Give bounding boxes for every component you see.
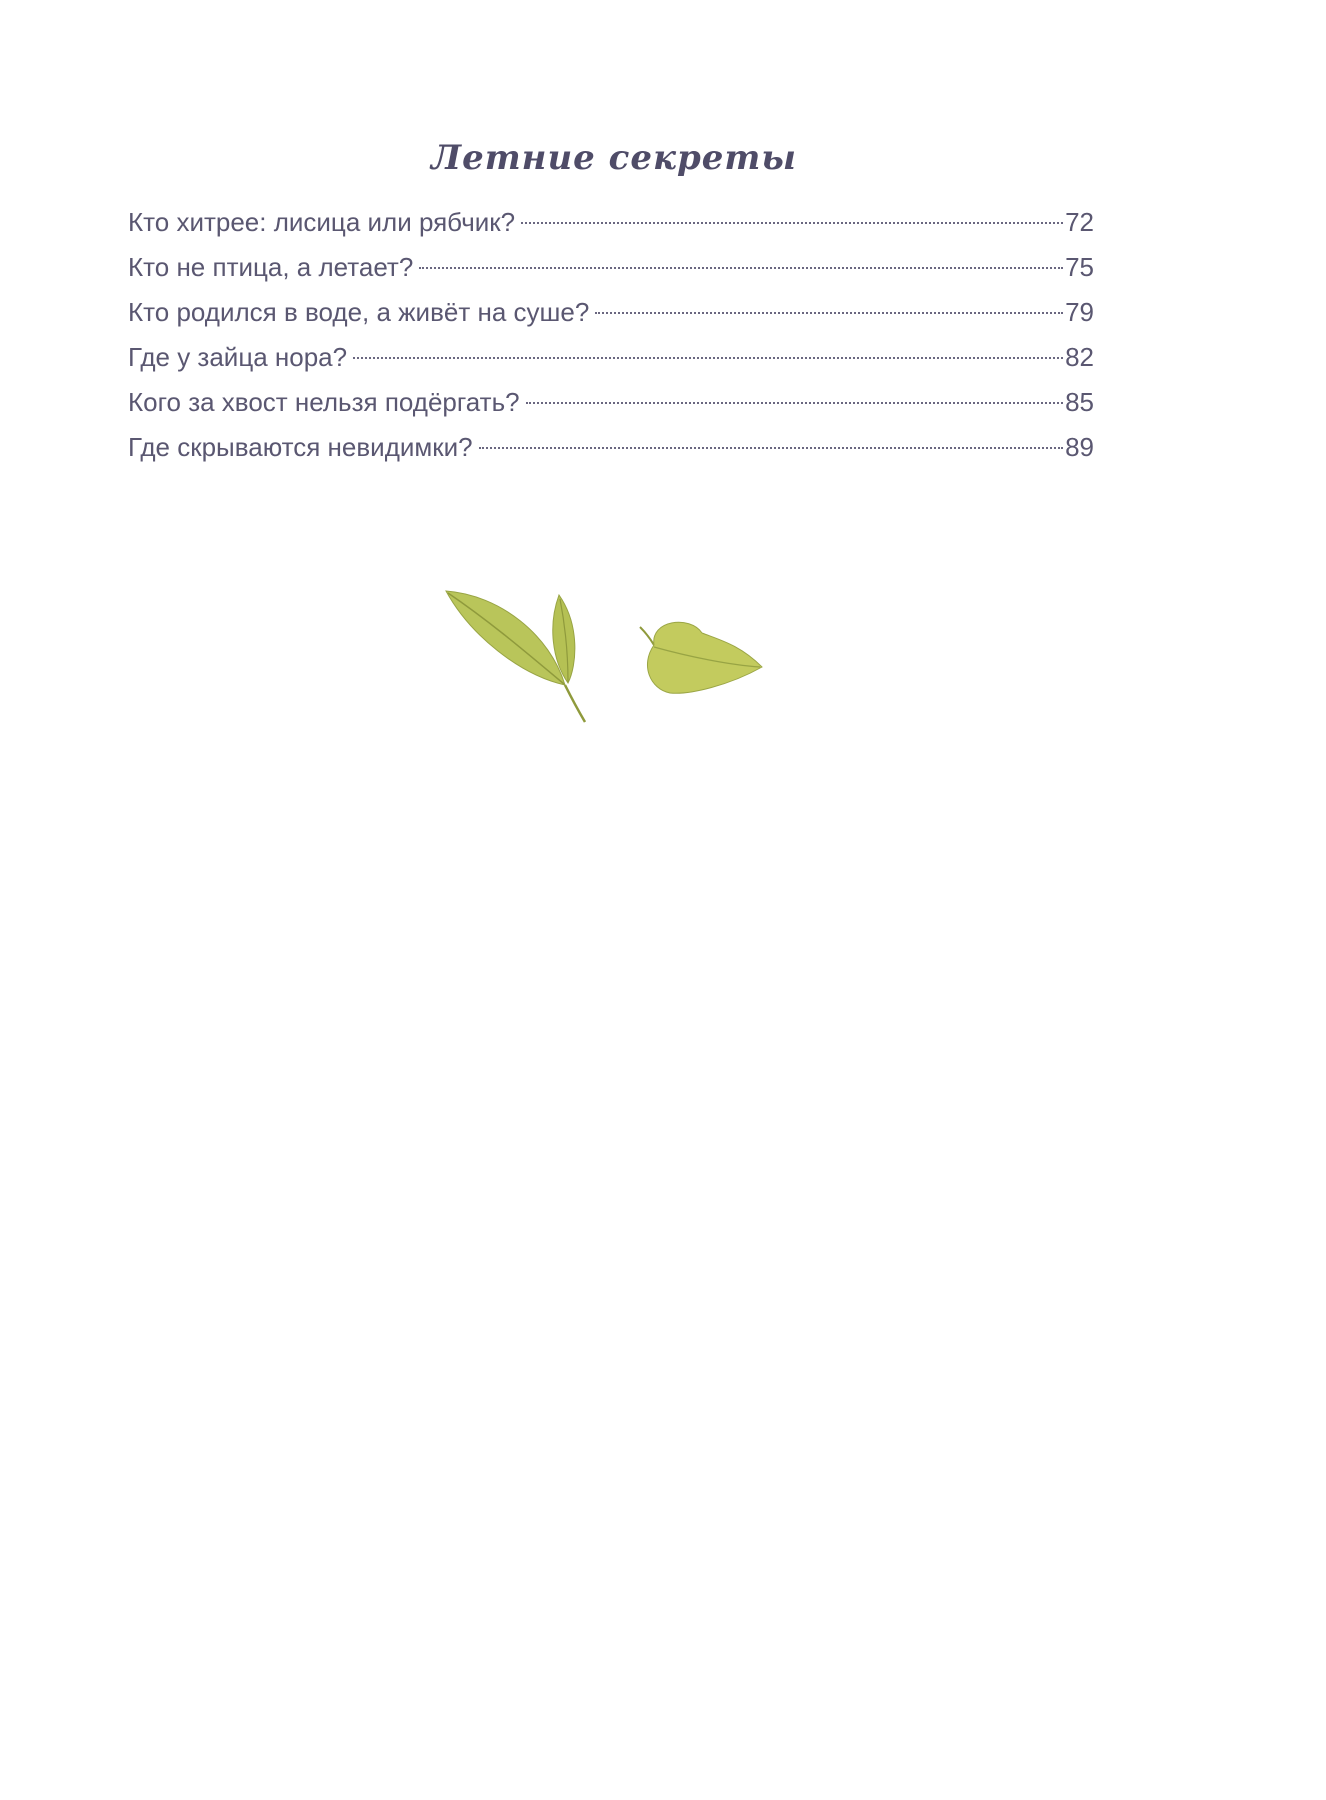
toc-entry-title: Кого за хвост нельзя подёргать?	[128, 387, 520, 417]
toc-entry-page: 82	[1065, 342, 1094, 372]
dot-leader	[521, 222, 1063, 224]
toc-entry[interactable]	[128, 335, 1094, 380]
dot-leader	[595, 312, 1063, 314]
toc-entry-title: Где у зайца нора?	[128, 342, 348, 372]
leaves-illustration	[440, 585, 780, 725]
toc-entry-page: 79	[1065, 297, 1094, 327]
dot-leader	[479, 447, 1063, 449]
heart-leaf-icon	[640, 622, 762, 693]
toc-entry-title: Кто не птица, а летает?	[128, 252, 414, 282]
toc-entry-page: 85	[1065, 387, 1094, 417]
toc-entry[interactable]	[128, 290, 1094, 335]
toc-entry[interactable]	[128, 380, 1094, 425]
toc-entry[interactable]	[128, 425, 1094, 470]
dot-leader	[353, 357, 1063, 359]
dot-leader	[419, 267, 1063, 269]
toc-entry-page: 75	[1065, 252, 1094, 282]
toc-entry-page: 72	[1065, 207, 1094, 237]
toc-entry-title: Кто хитрее: лисица или рябчик?	[128, 207, 516, 237]
toc-entry[interactable]	[128, 200, 1094, 245]
leaf-sprig-icon	[446, 591, 585, 722]
section-title: Летние секреты	[431, 138, 797, 178]
toc-entry-title: Кто родился в воде, а живёт на суше?	[128, 297, 590, 327]
toc-entry[interactable]	[128, 245, 1094, 290]
toc-entry-page: 89	[1065, 432, 1094, 462]
dot-leader	[526, 402, 1063, 404]
toc-entry-title: Где скрываются невидимки?	[128, 432, 473, 462]
table-of-contents	[128, 200, 1094, 470]
